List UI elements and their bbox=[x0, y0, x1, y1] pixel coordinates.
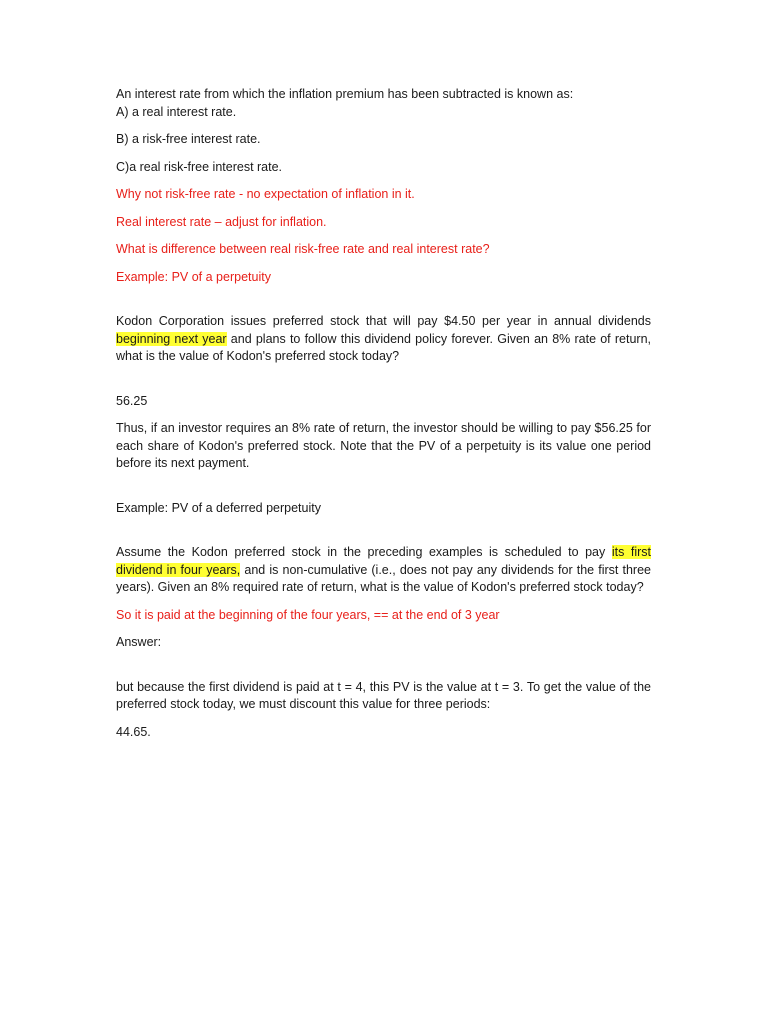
example-perpetuity-heading: Example: PV of a perpetuity bbox=[116, 269, 271, 284]
question-3-text-after: and is non-cumulative (i.e., does not pay any dividends for the first three years). Given an 8% required rate of return, what is the value of Kodon's preferred stock today? bbox=[116, 562, 651, 594]
document-body bbox=[116, 86, 651, 751]
answer-label: Answer: bbox=[116, 635, 162, 649]
note-deferred-timing: So it is paid at the beginning of the four years, == at the end of 3 year bbox=[116, 607, 500, 622]
question-3 bbox=[116, 544, 651, 597]
note-difference-question: What is difference between real risk-free rate and real interest rate? bbox=[116, 242, 490, 256]
question-2-text-after: and plans to follow this dividend policy forever. Given an 8% rate of return, what is the value of Kodon's preferred stock today? bbox=[116, 331, 651, 363]
option-a: A) a real interest rate. bbox=[116, 104, 237, 119]
option-c: C)a real risk-free interest rate. bbox=[116, 159, 283, 174]
option-b: B) a risk-free interest rate. bbox=[116, 132, 261, 146]
question-1: An interest rate from which the inflation premium has been subtracted is known as: bbox=[116, 87, 574, 101]
question-2 bbox=[116, 313, 651, 366]
question-2-highlight: beginning next year bbox=[116, 331, 227, 346]
question-3-text-before: Assume the Kodon preferred stock in the preceding examples is scheduled to pay bbox=[116, 545, 612, 559]
question-3-highlight: its first dividend in four years, bbox=[116, 545, 651, 577]
explanation-perpetuity: Thus, if an investor requires an 8% rate of return, the investor should be willing to pay $56.25 for each share of Kodon's preferred stock. Note that the PV of a perpetuity is its value one period before its next payment. bbox=[116, 421, 651, 470]
explanation-deferred: but because the first dividend is paid at t = 4, this PV is the value at t = 3. To get the value of the preferred stock today, we must discount this value for three periods: bbox=[116, 679, 651, 711]
note-real-rate: Real interest rate – adjust for inflation. bbox=[116, 214, 327, 229]
answer-deferred: 44.65. bbox=[116, 724, 151, 739]
answer-perpetuity: 56.25 bbox=[116, 393, 148, 408]
note-risk-free: Why not risk-free rate - no expectation of inflation in it. bbox=[116, 187, 415, 201]
example-deferred-heading: Example: PV of a deferred perpetuity bbox=[116, 500, 321, 515]
question-2-text-before: Kodon Corporation issues preferred stock that will pay $4.50 per year in annual dividends bbox=[116, 314, 651, 328]
